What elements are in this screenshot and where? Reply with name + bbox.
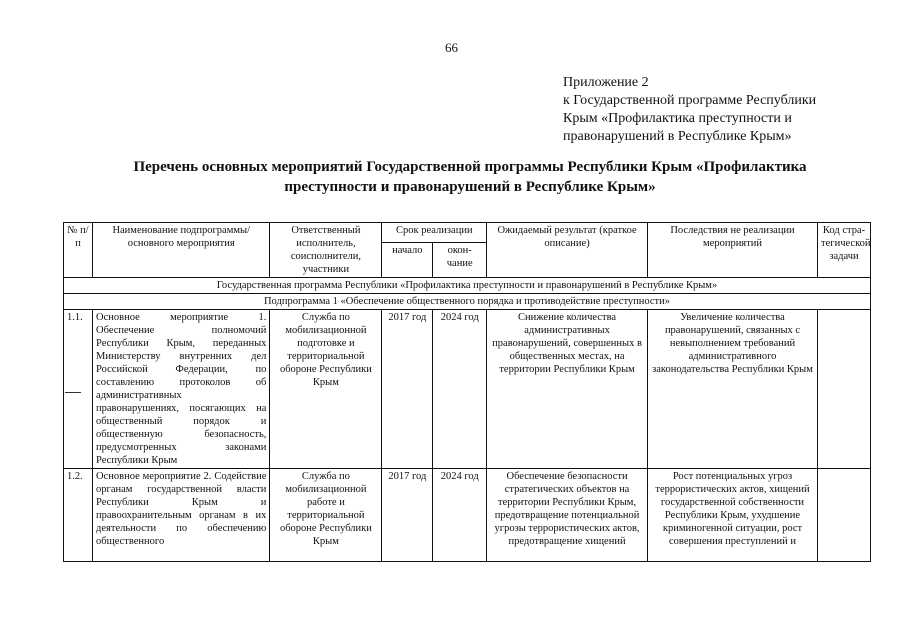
- annex-note: [563, 74, 893, 146]
- header-start: начало: [382, 242, 433, 277]
- cell-code: [818, 469, 871, 562]
- page-number: 66: [445, 40, 458, 55]
- cell-consequences: Рост потенциальных угроз террористических актов, хищений государственной собственности Республики Крым, ухудшение криминогенной ситуации, рост совершения преступлений и: [647, 469, 817, 562]
- document-title: Перечень основных мероприятий Государственной программы Республики Крым «Профилактика преступности и правонарушений в Республике Крым»: [133, 159, 807, 195]
- table-row: [64, 469, 871, 562]
- annex-line-4: правонарушений в Республике Крым»: [563, 129, 792, 144]
- cell-result: Обеспечение безопасности стратегических объектов на территории Республики Крым, предотвращение потенциальной угрозы террористических актов, предотвращение хищений: [487, 469, 648, 562]
- annex-line-3: Крым «Профилактика преступности и: [563, 111, 792, 126]
- subprogram-row: [64, 294, 871, 310]
- header-code: Код стра-тегической задачи: [818, 223, 871, 278]
- subprogram-title: Подпрограмма 1 «Обеспечение общественного порядка и противодействие преступности»: [64, 294, 871, 310]
- header-term: Срок реализации: [382, 223, 487, 243]
- cell-result: Снижение количества административных правонарушений, совершенных в общественных местах, на территории Республики Крым: [487, 310, 648, 469]
- cell-consequences: Увеличение количества правонарушений, связанных с невыполнением требований административного законодательства Республики Крым: [647, 310, 817, 469]
- annex-line-2: к Государственной программе Республики: [563, 93, 817, 108]
- cell-responsible: Служба по мобилизационной работе и территориальной обороне Республики Крым: [270, 469, 382, 562]
- measures-table: [63, 222, 871, 562]
- program-row: [64, 278, 871, 294]
- header-responsible: Ответственный исполнитель, соисполнители, участники: [270, 223, 382, 278]
- cell-responsible: Служба по мобилизационной подготовке и территориальной обороне Республики Крым: [270, 310, 382, 469]
- cell-code: [818, 310, 871, 469]
- cell-num: 1.2.: [64, 469, 93, 562]
- annex-line-1: Приложение 2: [563, 75, 649, 90]
- header-result: Ожидаемый результат (краткое описание): [487, 223, 648, 278]
- table-row: [64, 310, 871, 469]
- cell-num: 1.1.: [64, 310, 93, 469]
- cell-start: 2017 год: [382, 310, 433, 469]
- cell-name: Основное мероприятие 1. Обеспечение полномочий Республики Крым, переданных Министерству внутренних дел Российской Федерации, по составлению протоколов об административных правонарушениях, посягающих на общественный порядок и общественную безопасность, предусмотренных законами Республики Крым: [93, 310, 270, 469]
- program-title: Государственная программа Республики «Профилактика преступности и правонарушений в Республике Крым»: [64, 278, 871, 294]
- cell-end: 2024 год: [433, 310, 487, 469]
- cell-name: Основное мероприятие 2. Содействие органам государственной власти Республики Крым и правоохранительным органам в их деятельности по обеспечению общественного: [93, 469, 270, 562]
- header-name: Наименование подпрограммы/основного мероприятия: [93, 223, 270, 278]
- header-num: № п/п: [64, 223, 93, 278]
- cell-start: 2017 год: [382, 469, 433, 562]
- header-row: [64, 223, 871, 243]
- header-end: окон-чание: [433, 242, 487, 277]
- header-consequences: Последствия не реализации мероприятий: [647, 223, 817, 278]
- cell-end: 2024 год: [433, 469, 487, 562]
